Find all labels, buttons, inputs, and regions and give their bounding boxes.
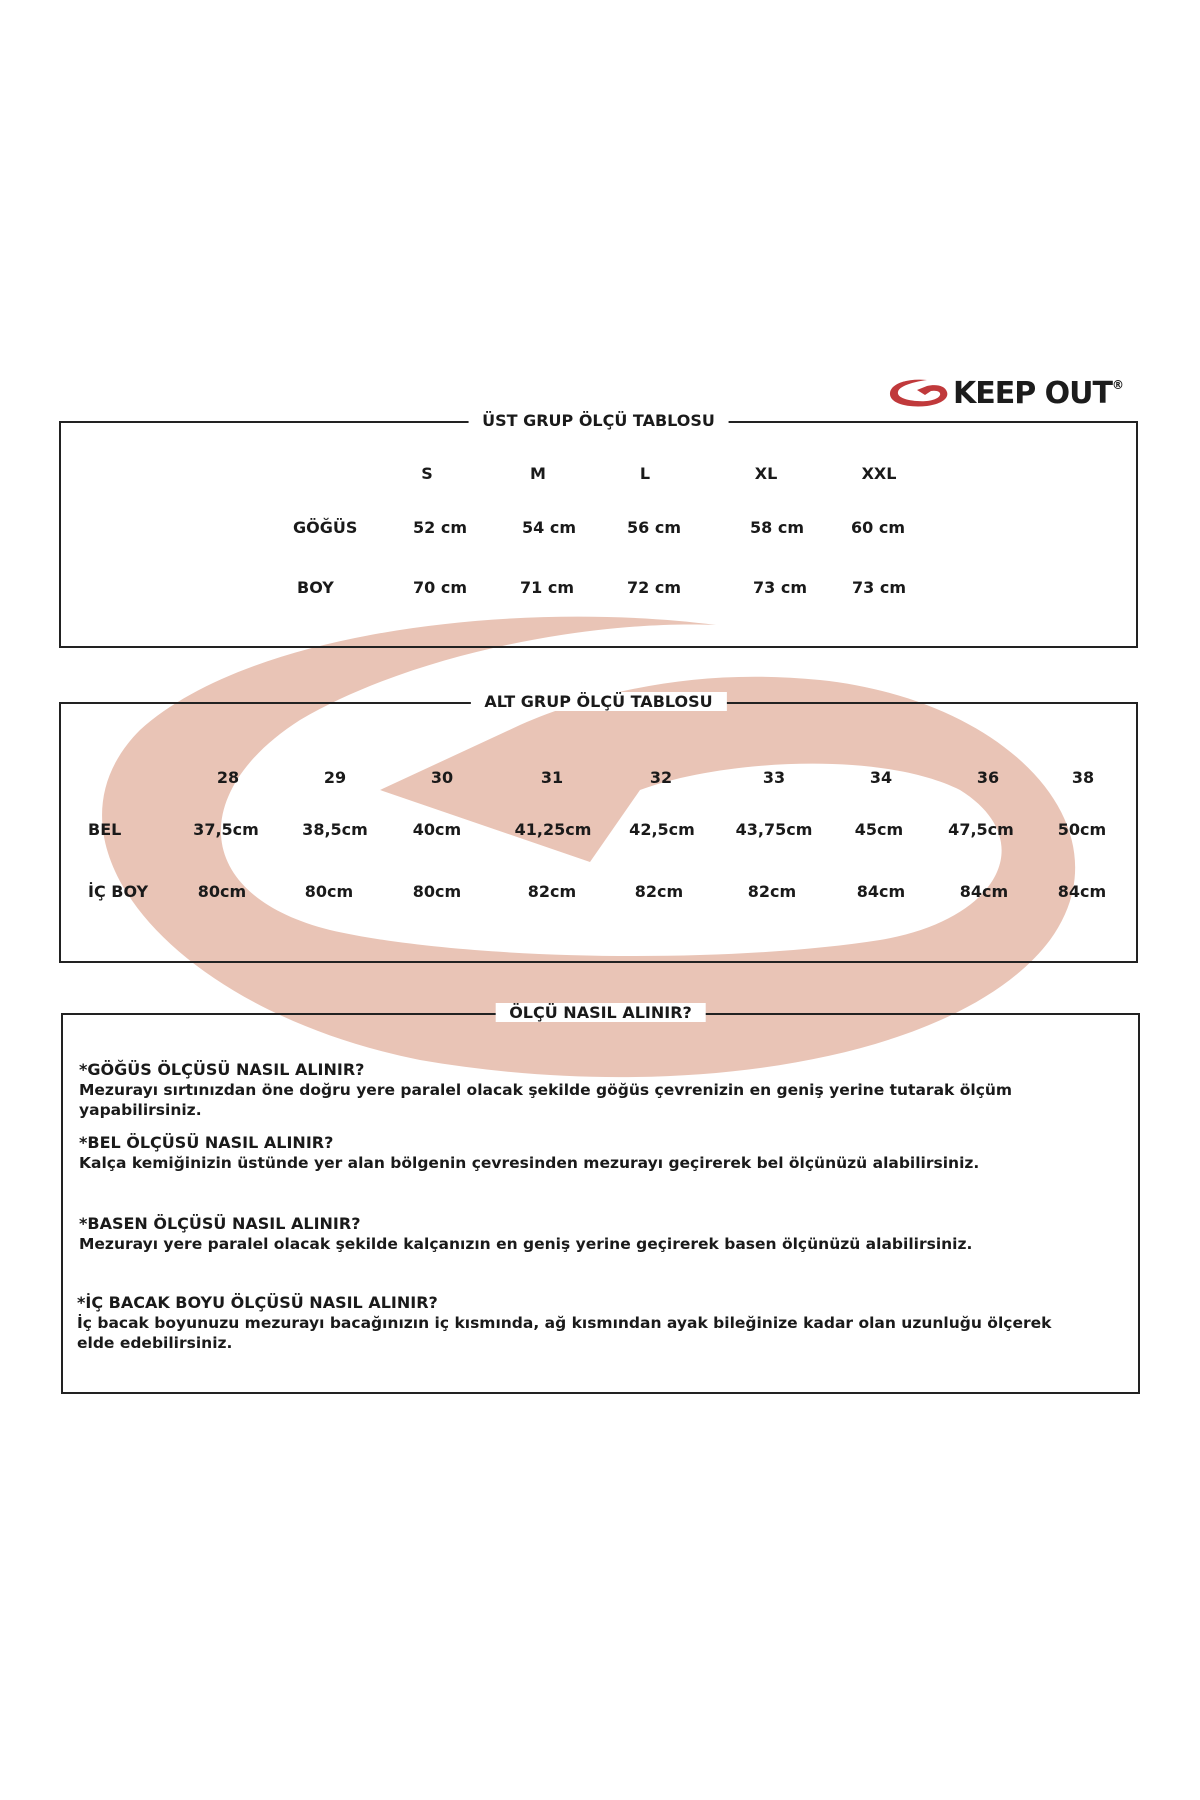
table-cell: 58 cm <box>750 518 804 537</box>
guide-question: *BASEN ÖLÇÜSÜ NASIL ALINIR? <box>79 1214 361 1233</box>
guide-answer: Mezurayı sırtınızdan öne doğru yere paralel olacak şekilde göğüs çevrenizin en geniş yerine tutarak ölçüm yapabilirsiniz. <box>79 1081 1013 1119</box>
size-header: 28 <box>216 768 240 787</box>
table-cell: 82cm <box>634 882 684 901</box>
table-cell: 82cm <box>747 882 797 901</box>
size-header: S <box>421 464 433 483</box>
table-cell: 45cm <box>854 820 904 839</box>
keep-out-swoosh-icon <box>887 375 951 411</box>
guide-answer: Kalça kemiğinizin üstünde yer alan bölgenin çevresinden mezurayı geçirerek bel ölçünüzü alabilirsiniz. <box>79 1154 980 1172</box>
size-header: 33 <box>762 768 786 787</box>
table-cell: 41,25cm <box>514 820 592 839</box>
guide-answer: İç bacak boyunuzu mezurayı bacağınızın iç kısmında, ağ kısmından ayak bileğinize kadar olan uzunluğu ölçerek elde edebilirsiniz. <box>77 1314 1052 1352</box>
table-cell: 42,5cm <box>629 820 695 839</box>
table-cell: 82cm <box>527 882 577 901</box>
upper-size-table <box>59 411 1138 648</box>
guide-item-inseam <box>77 1293 1087 1353</box>
table-cell: 80cm <box>197 882 247 901</box>
table-cell: 50cm <box>1057 820 1107 839</box>
guide-item-chest <box>79 1060 1119 1120</box>
table-cell: 80cm <box>304 882 354 901</box>
guide-item-waist <box>79 1133 1119 1173</box>
row-label-chest: GÖĞÜS <box>293 518 358 537</box>
table-cell: 52 cm <box>413 518 467 537</box>
size-header: 38 <box>1071 768 1095 787</box>
brand-name: KEEP OUT <box>953 375 1112 411</box>
measuring-guide-title: ÖLÇÜ NASIL ALINIR? <box>495 1003 706 1022</box>
guide-question: *İÇ BACAK BOYU ÖLÇÜSÜ NASIL ALINIR? <box>77 1293 438 1312</box>
table-cell: 70 cm <box>413 578 467 597</box>
guide-question: *BEL ÖLÇÜSÜ NASIL ALINIR? <box>79 1133 334 1152</box>
row-label-waist: BEL <box>88 820 122 839</box>
table-cell: 80cm <box>412 882 462 901</box>
table-cell: 84cm <box>1057 882 1107 901</box>
row-label-length: BOY <box>297 578 334 597</box>
table-cell: 38,5cm <box>302 820 368 839</box>
size-header: XL <box>754 464 778 483</box>
size-header: XXL <box>861 464 897 483</box>
upper-table-title: ÜST GRUP ÖLÇÜ TABLOSU <box>468 411 729 430</box>
table-cell: 60 cm <box>851 518 905 537</box>
table-cell: 43,75cm <box>735 820 813 839</box>
guide-item-hip <box>79 1214 1119 1254</box>
lower-table-title: ALT GRUP ÖLÇÜ TABLOSU <box>470 692 726 711</box>
row-label-inseam: İÇ BOY <box>88 882 149 901</box>
lower-size-table <box>59 692 1138 963</box>
table-cell: 47,5cm <box>948 820 1014 839</box>
size-header: 30 <box>430 768 454 787</box>
table-cell: 54 cm <box>522 518 576 537</box>
table-cell: 73 cm <box>753 578 807 597</box>
table-cell: 73 cm <box>852 578 906 597</box>
size-header: 31 <box>540 768 564 787</box>
measuring-guide <box>61 1003 1140 1394</box>
size-header: 32 <box>649 768 673 787</box>
registered-mark: ® <box>1112 378 1124 392</box>
table-cell: 84cm <box>856 882 906 901</box>
table-cell: 71 cm <box>520 578 574 597</box>
guide-question: *GÖĞÜS ÖLÇÜSÜ NASIL ALINIR? <box>79 1060 365 1079</box>
size-header: M <box>530 464 546 483</box>
table-cell: 40cm <box>412 820 462 839</box>
size-header: 36 <box>976 768 1000 787</box>
table-cell: 72 cm <box>627 578 681 597</box>
table-cell: 37,5cm <box>193 820 259 839</box>
size-header: L <box>639 464 651 483</box>
table-cell: 56 cm <box>627 518 681 537</box>
size-header: 34 <box>869 768 893 787</box>
table-cell: 84cm <box>959 882 1009 901</box>
size-header: 29 <box>323 768 347 787</box>
brand-logo <box>887 372 1137 414</box>
guide-answer: Mezurayı yere paralel olacak şekilde kalçanızın en geniş yerine geçirerek basen ölçünüzü alabilirsiniz. <box>79 1235 973 1253</box>
